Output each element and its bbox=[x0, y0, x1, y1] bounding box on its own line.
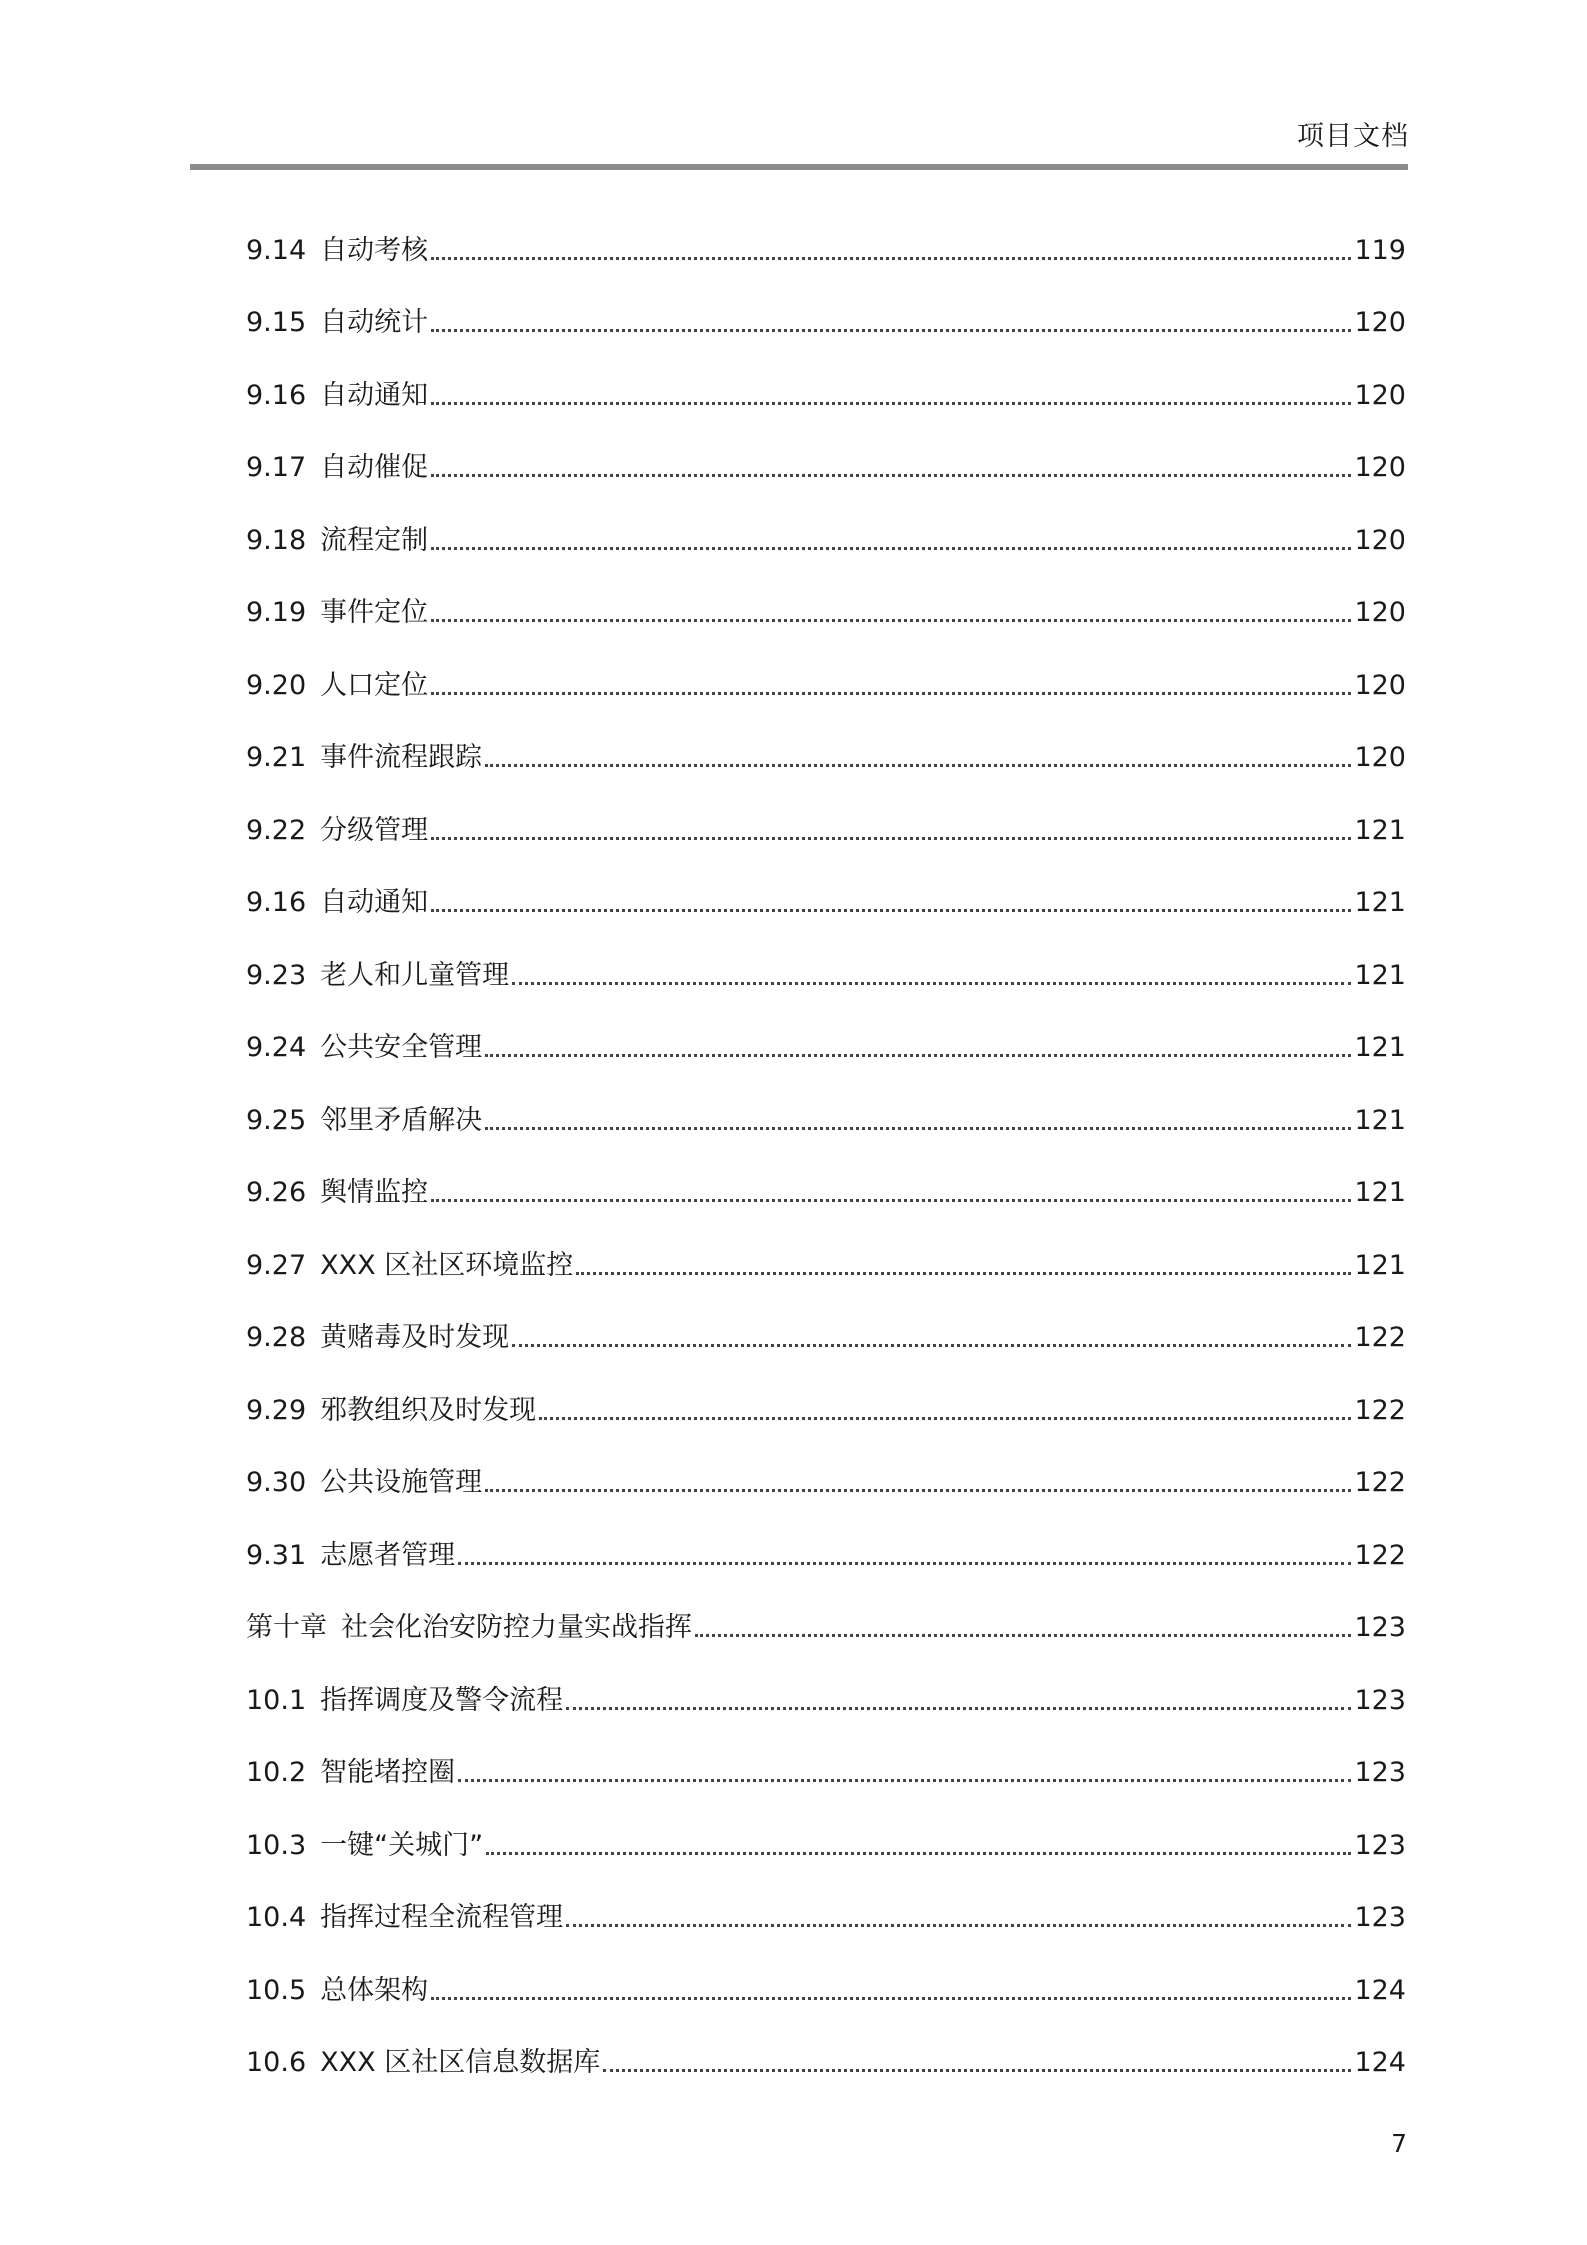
toc-dot-leader bbox=[576, 1272, 1351, 1275]
toc-entry-number: 9.19 bbox=[246, 597, 307, 628]
toc-entry-number: 9.30 bbox=[246, 1467, 307, 1498]
toc-entry-number: 10.3 bbox=[246, 1829, 307, 1861]
toc-dot-leader bbox=[431, 474, 1351, 477]
toc-entry-number: 10.5 bbox=[246, 1974, 307, 2006]
toc-entry[interactable] bbox=[246, 1791, 1406, 1864]
toc-entry-page: 121 bbox=[1354, 814, 1406, 846]
page-number: 7 bbox=[1391, 2129, 1407, 2158]
toc-entry-title: 公共设施管理 bbox=[320, 1467, 483, 1498]
toc-entry-title: 自动通知 bbox=[320, 379, 429, 411]
toc-entry-title: 志愿者管理 bbox=[320, 1539, 456, 1571]
toc-entry-title: 自动通知 bbox=[320, 887, 429, 918]
toc-entry-page: 123 bbox=[1354, 1684, 1406, 1716]
toc-entry[interactable] bbox=[246, 414, 1406, 487]
toc-dot-leader bbox=[431, 329, 1351, 332]
toc-dot-leader bbox=[539, 1417, 1351, 1420]
toc-entry[interactable] bbox=[246, 1936, 1406, 2009]
toc-dot-leader bbox=[458, 1779, 1351, 1782]
toc-entry-number: 9.16 bbox=[246, 379, 307, 411]
toc-entry-number: 9.25 bbox=[246, 1104, 307, 1136]
toc-entry-page: 120 bbox=[1354, 669, 1406, 701]
toc-entry-page: 121 bbox=[1354, 1249, 1406, 1281]
toc-entry-page: 120 bbox=[1354, 742, 1406, 773]
toc-entry-number: 9.21 bbox=[246, 742, 307, 773]
toc-entry[interactable] bbox=[246, 1356, 1406, 1429]
toc-entry-title: 自动考核 bbox=[320, 234, 429, 266]
toc-dot-leader bbox=[566, 1707, 1351, 1710]
toc-entry-title: 指挥过程全流程管理 bbox=[320, 1902, 564, 1933]
toc-entry[interactable] bbox=[246, 1501, 1406, 1574]
toc-dot-leader bbox=[458, 1562, 1351, 1565]
toc-entry-page: 122 bbox=[1354, 1467, 1406, 1498]
toc-entry-page: 123 bbox=[1354, 1612, 1406, 1643]
toc-entry-number: 9.22 bbox=[246, 814, 307, 846]
toc-dot-leader bbox=[566, 1924, 1351, 1927]
toc-entry-title: 事件定位 bbox=[320, 597, 429, 628]
toc-entry-page: 124 bbox=[1354, 2047, 1406, 2078]
toc-entry-title: 事件流程跟踪 bbox=[320, 742, 483, 773]
toc-dot-leader bbox=[431, 402, 1351, 405]
toc-entry-page: 122 bbox=[1354, 1394, 1406, 1426]
toc-entry[interactable] bbox=[246, 1574, 1406, 1647]
toc-entry-title: 老人和儿童管理 bbox=[320, 959, 510, 991]
toc-entry-number: 10.1 bbox=[246, 1684, 307, 1716]
toc-entry-title: 自动催促 bbox=[320, 452, 429, 483]
toc-entry-number: 9.29 bbox=[246, 1394, 307, 1426]
toc-entry-page: 121 bbox=[1354, 1104, 1406, 1136]
toc-entry-number: 9.16 bbox=[246, 887, 307, 918]
toc-entry-page: 121 bbox=[1354, 1032, 1406, 1063]
toc-entry-page: 122 bbox=[1354, 1539, 1406, 1571]
toc-entry-title: 指挥调度及警令流程 bbox=[320, 1684, 564, 1716]
toc-entry-title: 公共安全管理 bbox=[320, 1032, 483, 1063]
toc-entry-number: 第十章 bbox=[246, 1612, 327, 1643]
toc-entry[interactable] bbox=[246, 1066, 1406, 1139]
toc-dot-leader bbox=[485, 1054, 1351, 1057]
toc-entry[interactable] bbox=[246, 269, 1406, 342]
toc-dot-leader bbox=[431, 692, 1351, 695]
toc-dot-leader bbox=[485, 1127, 1351, 1130]
toc-entry[interactable] bbox=[246, 2009, 1406, 2082]
toc-dot-leader bbox=[431, 1199, 1351, 1202]
header-title: 项目文档 bbox=[1297, 121, 1409, 152]
toc-entry[interactable] bbox=[246, 341, 1406, 414]
toc-entry-title: XXX 区社区环境监控 bbox=[320, 1249, 574, 1281]
toc-entry-number: 9.24 bbox=[246, 1032, 307, 1063]
toc-entry-number: 9.23 bbox=[246, 959, 307, 991]
toc-dot-leader bbox=[431, 1997, 1351, 2000]
toc-entry-page: 121 bbox=[1354, 959, 1406, 991]
toc-entry-number: 9.26 bbox=[246, 1177, 307, 1208]
toc-entry-title: XXX 区社区信息数据库 bbox=[320, 2047, 601, 2078]
toc-entry-title: 舆情监控 bbox=[320, 1177, 429, 1208]
toc-entry-title: 分级管理 bbox=[320, 814, 429, 846]
toc-entry-title: 邻里矛盾解决 bbox=[320, 1104, 483, 1136]
toc-entry-title: 智能堵控圈 bbox=[320, 1757, 456, 1788]
toc-entry-page: 121 bbox=[1354, 887, 1406, 918]
toc-entry[interactable] bbox=[246, 486, 1406, 559]
toc-entry[interactable] bbox=[246, 1646, 1406, 1719]
toc-entry-number: 9.28 bbox=[246, 1322, 307, 1353]
toc-entry-number: 9.18 bbox=[246, 524, 307, 556]
toc-entry[interactable] bbox=[246, 1719, 1406, 1792]
toc-dot-leader bbox=[603, 2069, 1351, 2072]
toc-entry-page: 120 bbox=[1354, 452, 1406, 483]
toc-entry[interactable] bbox=[246, 1139, 1406, 1212]
toc-entry-page: 120 bbox=[1354, 597, 1406, 628]
toc-entry-page: 122 bbox=[1354, 1322, 1406, 1353]
toc-entry-number: 9.20 bbox=[246, 669, 307, 701]
toc-entry-page: 120 bbox=[1354, 524, 1406, 556]
toc-entry-page: 119 bbox=[1354, 234, 1406, 266]
toc-entry-title: 一键“关城门” bbox=[320, 1829, 484, 1861]
toc-dot-leader bbox=[431, 547, 1351, 550]
toc-entry-page: 121 bbox=[1354, 1177, 1406, 1208]
toc-entry[interactable] bbox=[246, 631, 1406, 704]
toc-entry[interactable] bbox=[246, 921, 1406, 994]
toc-entry-page: 120 bbox=[1354, 379, 1406, 411]
toc-dot-leader bbox=[485, 1489, 1351, 1492]
toc-entry[interactable] bbox=[246, 196, 1406, 269]
toc-entry-number: 9.14 bbox=[246, 234, 307, 266]
toc-entry-number: 9.27 bbox=[246, 1249, 307, 1281]
toc-entry-title: 流程定制 bbox=[320, 524, 429, 556]
toc-entry-page: 123 bbox=[1354, 1902, 1406, 1933]
toc-entry-number: 10.4 bbox=[246, 1902, 307, 1933]
toc-entry-title: 社会化治安防控力量实战指挥 bbox=[341, 1612, 692, 1643]
toc-dot-leader bbox=[485, 764, 1351, 767]
toc-entry-page: 120 bbox=[1354, 307, 1406, 338]
toc-entry[interactable] bbox=[246, 849, 1406, 922]
toc-entry[interactable] bbox=[246, 559, 1406, 632]
toc-entry[interactable] bbox=[246, 1211, 1406, 1284]
toc-entry-number: 10.6 bbox=[246, 2047, 307, 2078]
toc-dot-leader bbox=[431, 837, 1351, 840]
toc-entry-title: 自动统计 bbox=[320, 307, 429, 338]
toc-dot-leader bbox=[512, 982, 1351, 985]
toc-entry-page: 123 bbox=[1354, 1829, 1406, 1861]
toc-entry-number: 9.31 bbox=[246, 1539, 307, 1571]
toc-dot-leader bbox=[431, 257, 1351, 260]
toc-dot-leader bbox=[512, 1344, 1351, 1347]
toc-dot-leader bbox=[695, 1634, 1351, 1637]
toc-entry-title: 邪教组织及时发现 bbox=[320, 1394, 537, 1426]
toc-entry-title: 人口定位 bbox=[320, 669, 429, 701]
toc-dot-leader bbox=[431, 619, 1351, 622]
header-rule bbox=[190, 164, 1408, 170]
table-of-contents bbox=[246, 196, 1406, 2081]
toc-dot-leader bbox=[431, 909, 1351, 912]
toc-entry[interactable] bbox=[246, 1429, 1406, 1502]
toc-entry-page: 123 bbox=[1354, 1757, 1406, 1788]
toc-entry[interactable] bbox=[246, 994, 1406, 1067]
toc-dot-leader bbox=[486, 1852, 1351, 1855]
toc-entry-number: 10.2 bbox=[246, 1757, 307, 1788]
toc-entry[interactable] bbox=[246, 776, 1406, 849]
toc-entry-title: 黄赌毒及时发现 bbox=[320, 1322, 510, 1353]
toc-entry[interactable] bbox=[246, 1864, 1406, 1937]
toc-entry-title: 总体架构 bbox=[320, 1974, 429, 2006]
toc-entry[interactable] bbox=[246, 1284, 1406, 1357]
toc-entry-page: 124 bbox=[1354, 1974, 1406, 2006]
toc-entry-number: 9.15 bbox=[246, 307, 307, 338]
toc-entry-number: 9.17 bbox=[246, 452, 307, 483]
toc-entry[interactable] bbox=[246, 704, 1406, 777]
